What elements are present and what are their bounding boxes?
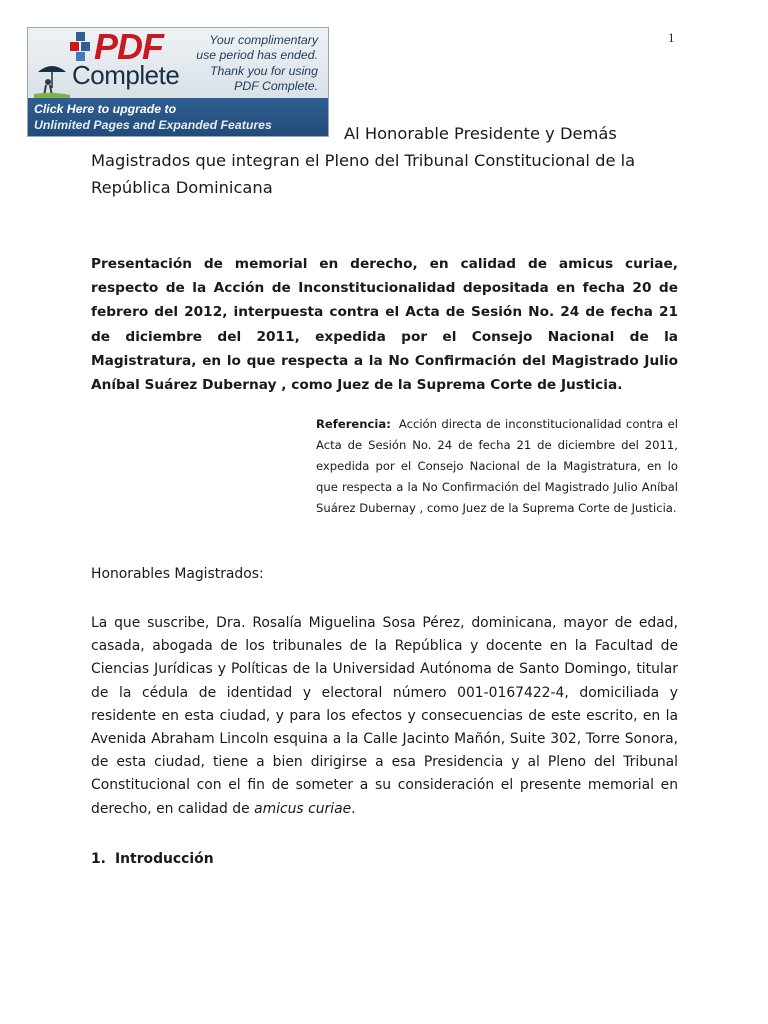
- reference-text: Acción directa de inconstitucionalidad contra el Acta de Sesión No. 24 de fecha 21 de diciembre del 2011, expedida por el Consejo Nacional de la Magistratura, en lo que respecta a la No Confirmación del Magistrado Julio Aníbal Suárez Dubernay , como Juez de la Suprema Corte de Justicia.: [316, 417, 678, 515]
- promo-message: [168, 33, 318, 94]
- reference-label: Referencia:: [316, 417, 391, 431]
- body-paragraph: [91, 612, 678, 821]
- section-heading: [91, 848, 214, 870]
- upgrade-line[interactable]: Unlimited Pages and Expanded Features: [34, 118, 272, 132]
- body-text: La que suscribe, Dra. Rosalía Miguelina Sosa Pérez, dominicana, mayor de edad, casada, abogada de los tribunales de la República y docente en la Facultad de Ciencias Jurídicas y Políticas de la Universidad Autónoma de Santo Domingo, titular de la cédula de identidad y electoral número 001-0167422-4, domiciliada y residente en esta ciudad, y para los efectos y consecuencias de este escrito, en la Avenida Abraham Lincoln esquina a la Calle Jacinto Mañón, Suite 302, Torre Sonora, de esta ciudad, tiene a bien dirigirse a esa Presidencia y al Pleno del Tribunal Constitucional con el fin de someter a su consideración el presente memorial en derecho, en calidad de: [91, 615, 678, 817]
- upgrade-line[interactable]: Click Here to upgrade to: [34, 102, 177, 116]
- promo-line: use period has ended.: [196, 48, 318, 63]
- section-number: 1.: [91, 851, 106, 867]
- addressee-line: Magistrados que integran el Pleno del Tribunal Constitucional de la: [91, 151, 636, 170]
- addressee-block: [91, 120, 681, 201]
- umbrella-figure-icon: [34, 58, 70, 98]
- addressee-line: República Dominicana: [91, 178, 273, 197]
- page-number: 1: [668, 30, 675, 45]
- body-end: .: [351, 800, 356, 817]
- salutation: Honorables Magistrados:: [91, 566, 264, 582]
- promo-line: Your complimentary: [209, 33, 318, 47]
- logo-pdf-text: PDF: [94, 27, 163, 67]
- reference-block: [316, 414, 678, 519]
- logo-complete-text: Complete: [72, 60, 180, 90]
- body-italic-term: amicus curiae: [254, 800, 352, 817]
- promo-line: PDF Complete.: [234, 78, 318, 93]
- section-title: Introducción: [115, 851, 214, 867]
- banner-top-panel: [28, 28, 328, 98]
- memorial-title: Presentación de memorial en derecho, en calidad de amicus curiae, respecto de la Acción de Inconstitucionalidad depositada en fecha 20 de febrero del 2012, interpuesta contra el Acta de Sesión No. 24 de fecha 21 de diciembre del 2011, expedida por el Consejo Nacional de la Magistratura, en lo que respecta a la No Confirmación del Magistrado Julio Aníbal Suárez Dubernay , como Juez de la Suprema Corte de Justicia.: [91, 256, 678, 394]
- addressee-line: Al Honorable Presidente y Demás: [344, 124, 617, 143]
- promo-line: Thank you for using: [209, 63, 318, 78]
